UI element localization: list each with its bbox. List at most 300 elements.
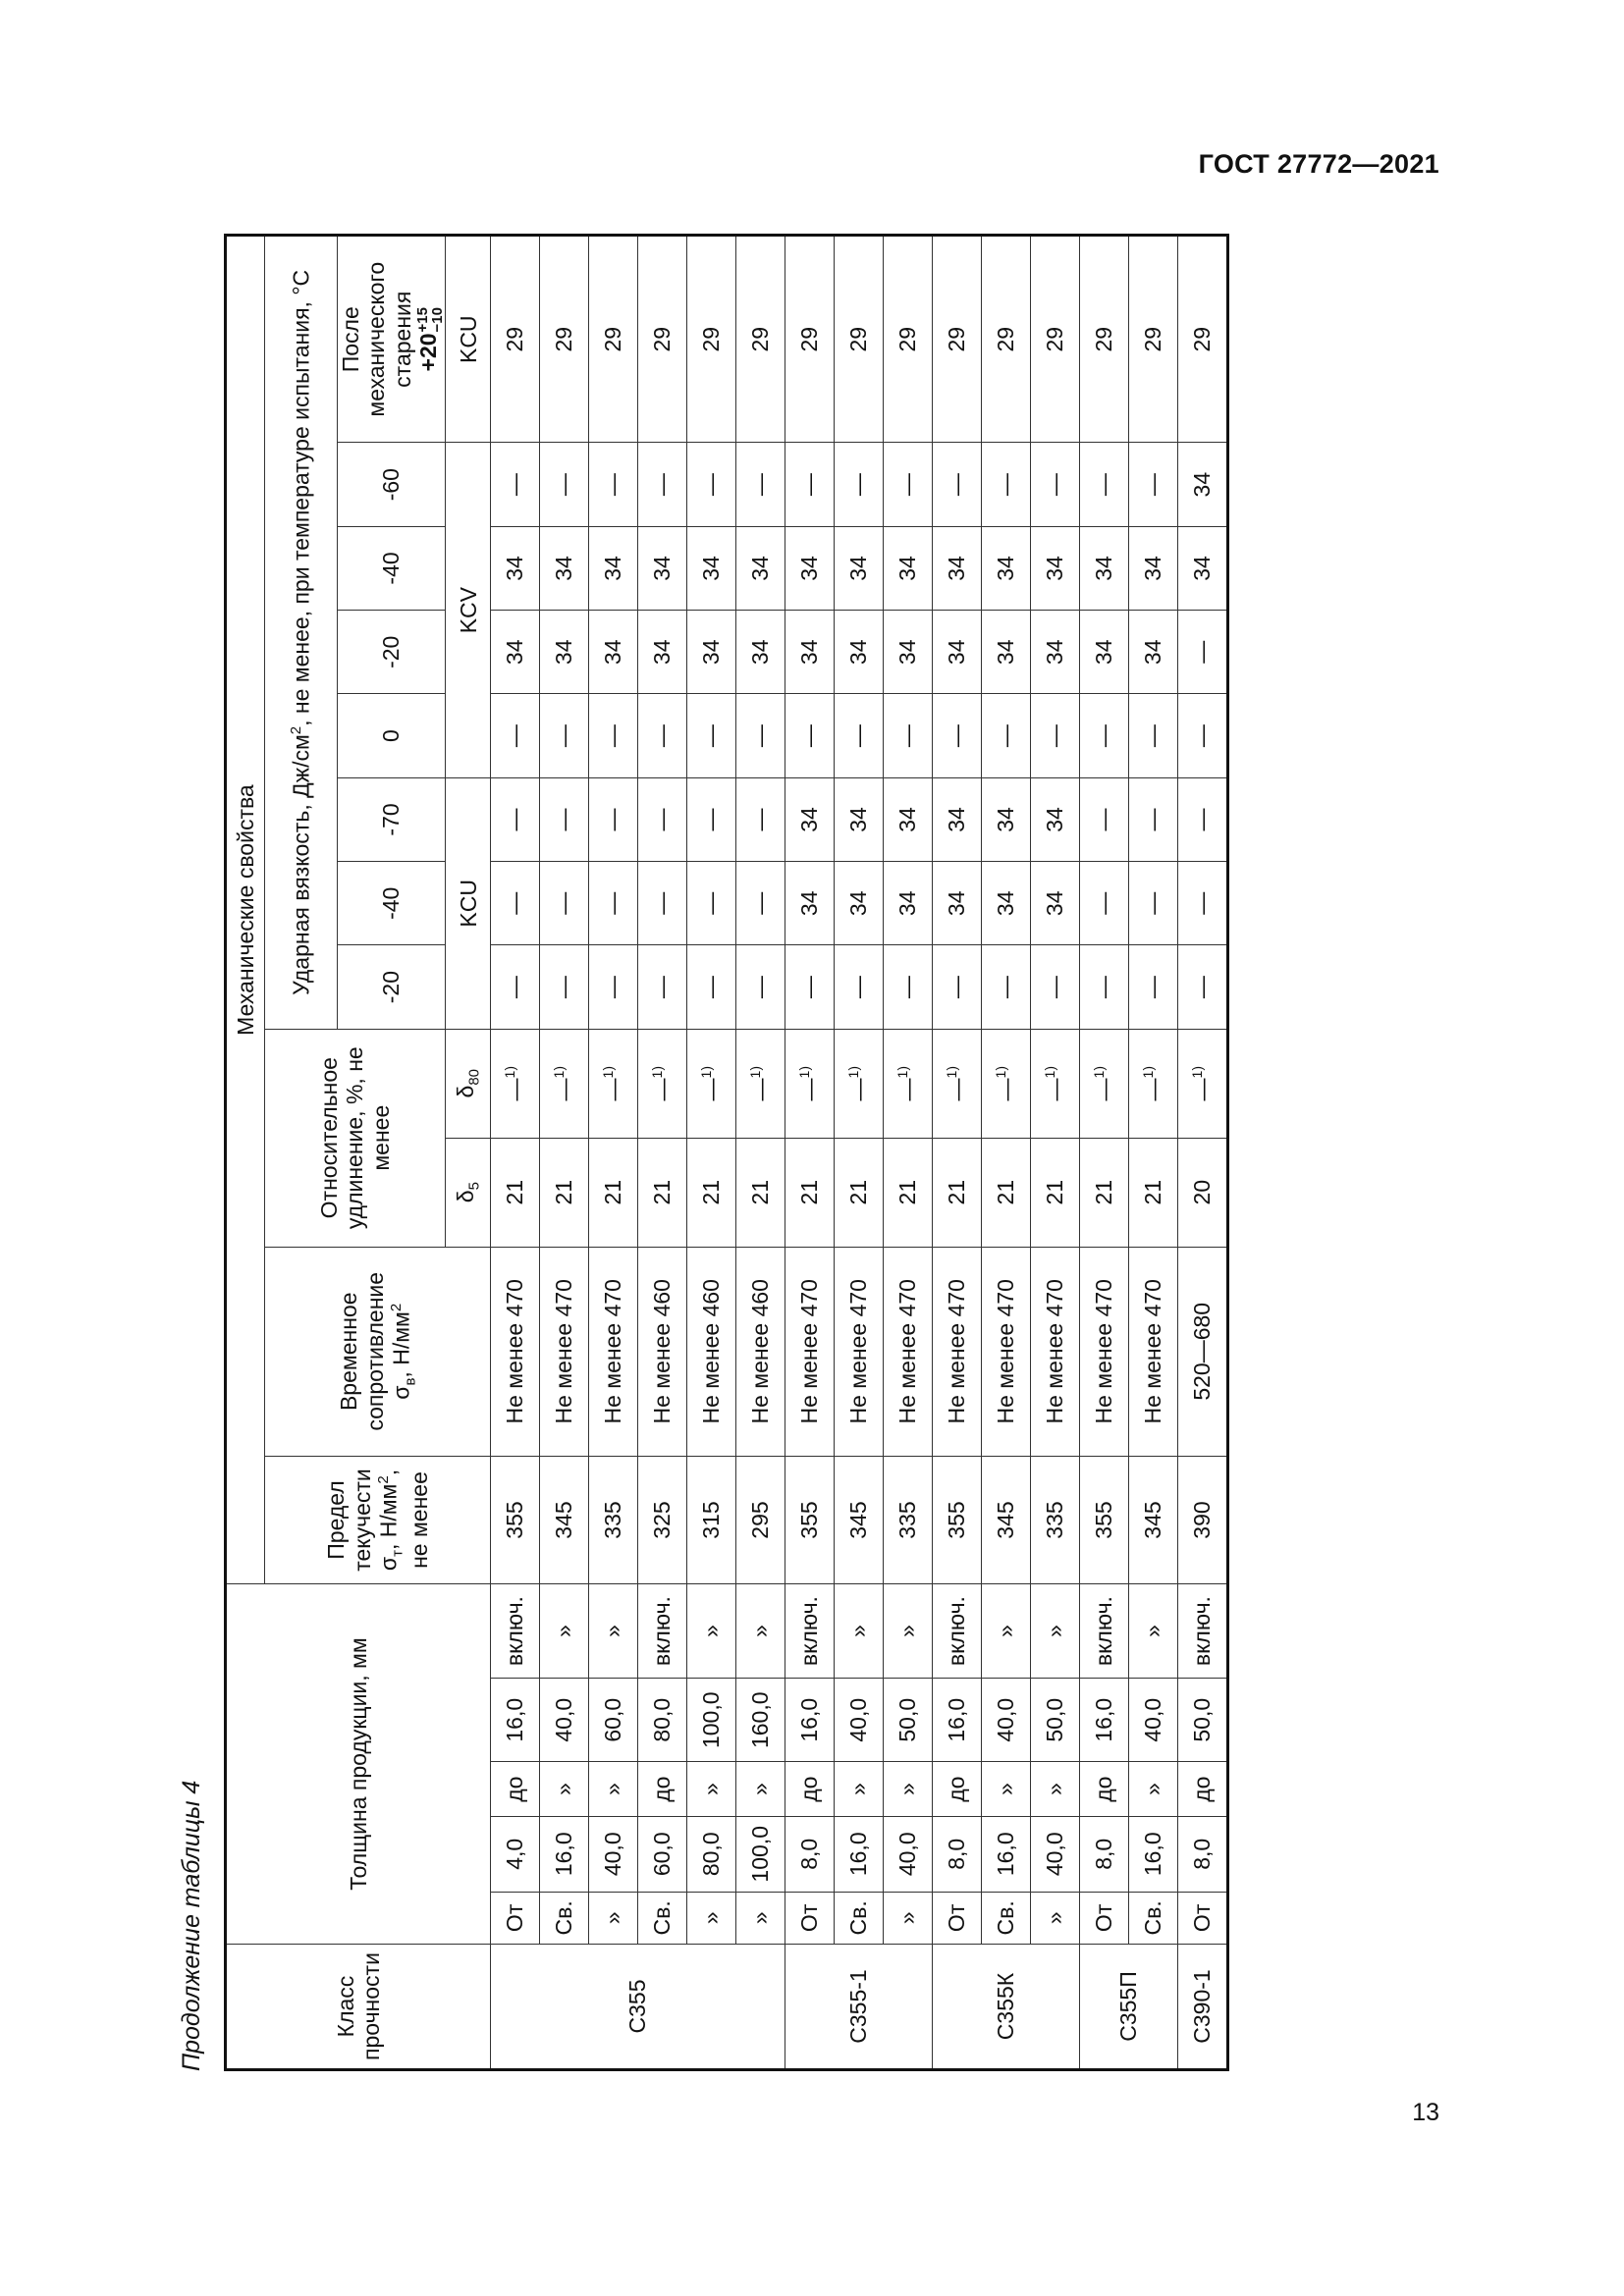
aging-title: После механического старения <box>338 261 415 417</box>
thickness-suffix: включ. <box>638 1584 687 1679</box>
kcu-value-cell: — <box>1178 862 1228 945</box>
d80-dash: — <box>993 1078 1019 1101</box>
thickness-suffix: » <box>540 1584 589 1679</box>
yield-strength-cell: 335 <box>884 1456 933 1583</box>
yield-strength-cell: 355 <box>1080 1456 1129 1583</box>
tensile-strength-cell: Не менее 470 <box>884 1247 933 1456</box>
thickness-to: 16,0 <box>1080 1679 1129 1762</box>
yield-strength-cell: 345 <box>540 1456 589 1583</box>
thickness-suffix: » <box>736 1584 785 1679</box>
d80-footnote: 1) <box>550 1066 567 1079</box>
elongation-d80-cell <box>736 1029 785 1138</box>
table-row <box>491 236 540 2070</box>
thickness-prefix: » <box>1031 1892 1080 1944</box>
kcv-value-cell: — <box>785 443 835 526</box>
d80-footnote: 1) <box>697 1066 714 1079</box>
tensile-strength-cell: Не менее 470 <box>982 1247 1031 1456</box>
tensile-strength-cell: Не менее 470 <box>933 1247 982 1456</box>
thickness-from: 40,0 <box>1031 1816 1080 1892</box>
thickness-from: 80,0 <box>687 1816 736 1892</box>
kcv-value-cell: 34 <box>589 611 638 694</box>
kcv-value-cell: — <box>1080 443 1129 526</box>
kcv-value-cell: 34 <box>589 526 638 610</box>
header-kcu-aging: KCU <box>446 236 491 443</box>
kcv-value-cell: — <box>785 694 835 777</box>
yield-strength-cell: 315 <box>687 1456 736 1583</box>
thickness-to: 100,0 <box>687 1679 736 1762</box>
thickness-from: 8,0 <box>1080 1816 1129 1892</box>
elongation-d5-cell: 21 <box>884 1138 933 1247</box>
kcv-value-cell: — <box>1080 694 1129 777</box>
yield-sigma-sub: т <box>389 1550 406 1557</box>
kcu-value-cell: — <box>540 862 589 945</box>
header-delta80 <box>446 1029 491 1138</box>
d80-footnote: 1) <box>992 1066 1008 1079</box>
delta5-sub: 5 <box>465 1182 483 1191</box>
tensile-strength-cell: Не менее 470 <box>1129 1247 1178 1456</box>
tensile-sigma-sub: в <box>402 1377 419 1386</box>
thickness-from: 100,0 <box>736 1816 785 1892</box>
kcv-value-cell: 34 <box>540 526 589 610</box>
elongation-d5-cell: 21 <box>1031 1138 1080 1247</box>
delta80-sym: δ <box>453 1085 479 1098</box>
d80-dash: — <box>600 1078 626 1101</box>
thickness-prefix: От <box>491 1892 540 1944</box>
thickness-suffix: включ. <box>491 1584 540 1679</box>
header-tensile-strength <box>265 1247 491 1456</box>
thickness-from: 8,0 <box>785 1816 835 1892</box>
kcv-value-cell: — <box>491 694 540 777</box>
thickness-suffix: » <box>687 1584 736 1679</box>
tensile-strength-cell: Не менее 460 <box>638 1247 687 1456</box>
impact-title-sup: 2 <box>287 725 304 735</box>
impact-title-b: , не менее, при температуре испытания, °С <box>288 269 314 726</box>
kcu-value-cell: — <box>540 777 589 861</box>
yield-strength-cell: 390 <box>1178 1456 1228 1583</box>
kcu-value-cell: — <box>736 777 785 861</box>
elongation-d5-cell: 21 <box>540 1138 589 1247</box>
thickness-from: 40,0 <box>884 1816 933 1892</box>
kcv-value-cell: 34 <box>785 611 835 694</box>
kcv-value-cell: — <box>540 443 589 526</box>
thickness-to: 60,0 <box>589 1679 638 1762</box>
strength-class-cell: С355К <box>933 1945 1080 2070</box>
tensile-strength-cell: Не менее 470 <box>540 1247 589 1456</box>
header-delta5 <box>446 1138 491 1247</box>
kcu-value-cell: — <box>835 945 884 1029</box>
thickness-connector: » <box>1031 1762 1080 1816</box>
thickness-from: 16,0 <box>540 1816 589 1892</box>
table-row <box>1031 236 1080 2070</box>
kcu-value-cell: — <box>589 777 638 861</box>
thickness-from: 16,0 <box>982 1816 1031 1892</box>
impact-title-a: Ударная вязкость, Дж/см <box>288 734 314 995</box>
temp-kcv-1: 0 <box>338 694 446 777</box>
aging-kcu-cell: 29 <box>933 236 982 443</box>
d80-dash: — <box>845 1078 872 1101</box>
d80-dash: — <box>649 1078 676 1101</box>
d80-dash: — <box>1042 1078 1068 1101</box>
kcu-value-cell: — <box>589 862 638 945</box>
aging-kcu-cell: 29 <box>884 236 933 443</box>
kcv-value-cell: — <box>1031 694 1080 777</box>
kcv-value-cell: — <box>638 694 687 777</box>
tensile-strength-cell: 520—680 <box>1178 1247 1228 1456</box>
header-kcv: KCV <box>446 443 491 777</box>
kcu-value-cell: — <box>638 862 687 945</box>
kcu-value-cell: — <box>1080 862 1129 945</box>
strength-class-cell: С390-1 <box>1178 1945 1228 2070</box>
thickness-prefix: » <box>589 1892 638 1944</box>
elongation-d5-cell: 21 <box>785 1138 835 1247</box>
kcu-value-cell: 34 <box>884 777 933 861</box>
yield-strength-cell: 335 <box>589 1456 638 1583</box>
kcv-value-cell: 34 <box>540 611 589 694</box>
thickness-from: 4,0 <box>491 1816 540 1892</box>
kcv-value-cell: 34 <box>1178 526 1228 610</box>
table-row <box>1178 236 1228 2070</box>
aging-kcu-cell: 29 <box>835 236 884 443</box>
kcu-value-cell: — <box>687 862 736 945</box>
kcu-value-cell: — <box>589 945 638 1029</box>
kcu-value-cell: — <box>491 945 540 1029</box>
kcv-value-cell: — <box>687 694 736 777</box>
thickness-prefix: » <box>884 1892 933 1944</box>
kcv-value-cell: 34 <box>884 526 933 610</box>
tensile-strength-cell: Не менее 470 <box>835 1247 884 1456</box>
elongation-d80-cell <box>1129 1029 1178 1138</box>
kcv-value-cell: — <box>638 443 687 526</box>
elongation-d80-cell <box>982 1029 1031 1138</box>
thickness-to: 40,0 <box>1129 1679 1178 1762</box>
yield-unit: , Н/мм <box>375 1483 402 1551</box>
kcv-value-cell: 34 <box>933 526 982 610</box>
yield-strength-cell: 335 <box>1031 1456 1080 1583</box>
thickness-to: 80,0 <box>638 1679 687 1762</box>
kcu-value-cell: 34 <box>982 862 1031 945</box>
kcv-value-cell: 34 <box>982 611 1031 694</box>
kcv-value-cell: — <box>491 443 540 526</box>
d80-dash: — <box>796 1078 823 1101</box>
elongation-d80-cell <box>540 1029 589 1138</box>
thickness-suffix: включ. <box>933 1584 982 1679</box>
tensile-strength-cell: Не менее 470 <box>491 1247 540 1456</box>
elongation-d5-cell: 21 <box>835 1138 884 1247</box>
kcv-value-cell: — <box>687 443 736 526</box>
kcv-value-cell: — <box>835 694 884 777</box>
kcv-value-cell: 34 <box>736 526 785 610</box>
kcv-value-cell: 34 <box>1129 526 1178 610</box>
kcv-value-cell: — <box>1129 694 1178 777</box>
kcv-value-cell: 34 <box>884 611 933 694</box>
elongation-d5-cell: 21 <box>1129 1138 1178 1247</box>
aging-kcu-cell: 29 <box>491 236 540 443</box>
elongation-d80-cell <box>835 1029 884 1138</box>
thickness-to: 50,0 <box>1031 1679 1080 1762</box>
kcv-value-cell: — <box>982 443 1031 526</box>
table-row <box>835 236 884 2070</box>
table-row <box>736 236 785 2070</box>
thickness-suffix: включ. <box>1080 1584 1129 1679</box>
elongation-d80-cell <box>1178 1029 1228 1138</box>
kcu-value-cell: 34 <box>933 777 982 861</box>
elongation-d80-cell <box>785 1029 835 1138</box>
thickness-connector: до <box>491 1762 540 1816</box>
kcv-value-cell: 34 <box>933 611 982 694</box>
elongation-d80-cell <box>687 1029 736 1138</box>
thickness-from: 40,0 <box>589 1816 638 1892</box>
kcv-value-cell: — <box>884 443 933 526</box>
tensile-strength-cell: Не менее 470 <box>589 1247 638 1456</box>
kcu-value-cell: 34 <box>785 862 835 945</box>
kcu-value-cell: — <box>1080 777 1129 861</box>
elongation-d5-cell: 21 <box>736 1138 785 1247</box>
d80-dash: — <box>502 1078 528 1101</box>
elongation-d80-cell <box>589 1029 638 1138</box>
kcu-value-cell: — <box>491 862 540 945</box>
kcv-value-cell: 34 <box>785 526 835 610</box>
aging-tol-upper: +15 <box>414 307 432 333</box>
table-row <box>982 236 1031 2070</box>
thickness-suffix: включ. <box>785 1584 835 1679</box>
elongation-d80-cell <box>491 1029 540 1138</box>
d80-dash: — <box>1140 1078 1166 1101</box>
kcv-value-cell: — <box>736 694 785 777</box>
d80-footnote: 1) <box>599 1066 616 1079</box>
kcu-value-cell: — <box>1178 777 1228 861</box>
d80-footnote: 1) <box>648 1066 665 1079</box>
kcu-value-cell: 34 <box>835 862 884 945</box>
kcu-value-cell: 34 <box>835 777 884 861</box>
yield-strength-cell: 355 <box>785 1456 835 1583</box>
header-yield-strength <box>265 1456 491 1583</box>
kcu-value-cell: — <box>638 945 687 1029</box>
strength-class-cell: С355П <box>1080 1945 1178 2070</box>
thickness-prefix: Св. <box>1129 1892 1178 1944</box>
kcv-value-cell: 34 <box>638 526 687 610</box>
rotated-table-area <box>167 234 1216 2071</box>
thickness-to: 40,0 <box>835 1679 884 1762</box>
kcv-value-cell: 34 <box>1178 443 1228 526</box>
thickness-connector: » <box>835 1762 884 1816</box>
temp-kcu-3: -70 <box>338 777 446 861</box>
temp-kcv-3: -40 <box>338 526 446 610</box>
kcv-value-cell: 34 <box>491 526 540 610</box>
d80-dash: — <box>894 1078 921 1101</box>
table-row <box>687 236 736 2070</box>
header-elongation: Относительное удлинение, %, не менее <box>265 1029 446 1247</box>
table-row <box>785 236 835 2070</box>
kcv-value-cell: 34 <box>687 526 736 610</box>
yield-title: Предел текучести <box>323 1468 375 1572</box>
elongation-d5-cell: 21 <box>1080 1138 1129 1247</box>
yield-unit-sup: 2 <box>375 1475 393 1484</box>
thickness-to: 40,0 <box>540 1679 589 1762</box>
tensile-strength-cell: Не менее 470 <box>1031 1247 1080 1456</box>
thickness-prefix: От <box>933 1892 982 1944</box>
aging-kcu-cell: 29 <box>687 236 736 443</box>
thickness-suffix: » <box>884 1584 933 1679</box>
thickness-prefix: Св. <box>638 1892 687 1944</box>
kcv-value-cell: — <box>589 694 638 777</box>
d80-footnote: 1) <box>1139 1066 1156 1079</box>
thickness-connector: » <box>687 1762 736 1816</box>
thickness-prefix: Св. <box>835 1892 884 1944</box>
kcv-value-cell: — <box>933 694 982 777</box>
thickness-connector: » <box>982 1762 1031 1816</box>
kcu-value-cell: — <box>1031 945 1080 1029</box>
thickness-connector: » <box>736 1762 785 1816</box>
yield-strength-cell: 325 <box>638 1456 687 1583</box>
aging-kcu-cell: 29 <box>540 236 589 443</box>
elongation-d80-cell <box>1080 1029 1129 1138</box>
kcv-value-cell: 34 <box>982 526 1031 610</box>
thickness-to: 40,0 <box>982 1679 1031 1762</box>
d80-dash: — <box>1091 1078 1117 1101</box>
yield-strength-cell: 345 <box>982 1456 1031 1583</box>
kcu-value-cell: 34 <box>1031 862 1080 945</box>
header-mechanical-properties: Механические свойства <box>226 236 265 1584</box>
tensile-strength-cell: Не менее 460 <box>687 1247 736 1456</box>
kcv-value-cell: 34 <box>1129 611 1178 694</box>
thickness-from: 8,0 <box>933 1816 982 1892</box>
d80-footnote: 1) <box>1188 1066 1205 1079</box>
table-row <box>884 236 933 2070</box>
thickness-to: 50,0 <box>1178 1679 1228 1762</box>
header-kcu: KCU <box>446 777 491 1029</box>
d80-dash: — <box>1189 1078 1216 1101</box>
tensile-strength-cell: Не менее 470 <box>1080 1247 1129 1456</box>
yield-strength-cell: 295 <box>736 1456 785 1583</box>
table-row <box>1080 236 1129 2070</box>
kcv-value-cell: 34 <box>736 611 785 694</box>
d80-footnote: 1) <box>746 1066 763 1079</box>
aging-kcu-cell: 29 <box>1080 236 1129 443</box>
d80-footnote: 1) <box>1041 1066 1057 1079</box>
thickness-connector: до <box>1178 1762 1228 1816</box>
kcv-value-cell: — <box>736 443 785 526</box>
kcu-value-cell: — <box>1080 945 1129 1029</box>
thickness-prefix: От <box>1178 1892 1228 1944</box>
delta5-sym: δ <box>453 1190 479 1203</box>
thickness-suffix: » <box>1031 1584 1080 1679</box>
table-row <box>540 236 589 2070</box>
elongation-d5-cell: 21 <box>933 1138 982 1247</box>
yield-strength-cell: 345 <box>835 1456 884 1583</box>
kcv-value-cell: — <box>589 443 638 526</box>
thickness-from: 16,0 <box>1129 1816 1178 1892</box>
thickness-from: 16,0 <box>835 1816 884 1892</box>
thickness-connector: до <box>785 1762 835 1816</box>
strength-class-cell: С355 <box>491 1945 785 2070</box>
tensile-unit: , Н/мм <box>389 1311 414 1378</box>
kcv-value-cell: — <box>1178 611 1228 694</box>
kcv-value-cell: — <box>835 443 884 526</box>
thickness-prefix: Св. <box>982 1892 1031 1944</box>
kcu-value-cell: — <box>687 945 736 1029</box>
thickness-connector: до <box>933 1762 982 1816</box>
d80-dash: — <box>747 1078 774 1101</box>
kcu-value-cell: — <box>736 862 785 945</box>
d80-footnote: 1) <box>844 1066 861 1079</box>
table-row <box>589 236 638 2070</box>
kcu-value-cell: 34 <box>785 777 835 861</box>
kcv-value-cell: — <box>982 694 1031 777</box>
tensile-title: Временное сопротивление <box>336 1271 388 1431</box>
kcu-value-cell: — <box>540 945 589 1029</box>
elongation-d80-cell <box>638 1029 687 1138</box>
aging-kcu-cell: 29 <box>1129 236 1178 443</box>
tensile-unit-sup: 2 <box>388 1303 406 1312</box>
thickness-suffix: » <box>589 1584 638 1679</box>
thickness-to: 16,0 <box>491 1679 540 1762</box>
delta80-sub: 80 <box>465 1068 483 1086</box>
yield-tail: , не менее <box>375 1468 432 1569</box>
thickness-connector: до <box>638 1762 687 1816</box>
kcv-value-cell: 34 <box>687 611 736 694</box>
elongation-d5-cell: 20 <box>1178 1138 1228 1247</box>
kcu-value-cell: — <box>736 945 785 1029</box>
kcv-value-cell: — <box>1031 443 1080 526</box>
kcu-value-cell: — <box>884 945 933 1029</box>
kcv-value-cell: — <box>933 443 982 526</box>
yield-strength-cell: 355 <box>933 1456 982 1583</box>
kcv-value-cell: — <box>884 694 933 777</box>
thickness-suffix: » <box>982 1584 1031 1679</box>
elongation-d5-cell: 21 <box>638 1138 687 1247</box>
d80-footnote: 1) <box>501 1066 517 1079</box>
aging-kcu-cell: 29 <box>1031 236 1080 443</box>
kcv-value-cell: 34 <box>491 611 540 694</box>
kcu-value-cell: — <box>982 945 1031 1029</box>
d80-footnote: 1) <box>1090 1066 1107 1079</box>
page-number: 13 <box>1412 2099 1439 2126</box>
thickness-to: 16,0 <box>933 1679 982 1762</box>
yield-strength-cell: 355 <box>491 1456 540 1583</box>
kcv-value-cell: 34 <box>1080 611 1129 694</box>
temp-kcu-2: -40 <box>338 862 446 945</box>
aging-kcu-cell: 29 <box>1178 236 1228 443</box>
thickness-prefix: Св. <box>540 1892 589 1944</box>
elongation-d80-cell <box>1031 1029 1080 1138</box>
aging-temperature <box>415 307 445 371</box>
mechanical-properties-table <box>224 234 1229 2071</box>
aging-kcu-cell: 29 <box>785 236 835 443</box>
elongation-d5-cell: 21 <box>982 1138 1031 1247</box>
kcu-value-cell: — <box>1129 945 1178 1029</box>
header-thickness: Толщина продукции, мм <box>226 1584 491 1945</box>
tensile-sigma: σ <box>389 1385 414 1400</box>
thickness-connector: » <box>884 1762 933 1816</box>
kcu-value-cell: — <box>1178 945 1228 1029</box>
thickness-suffix: » <box>835 1584 884 1679</box>
kcu-value-cell: — <box>687 777 736 861</box>
yield-sigma: σ <box>375 1556 402 1572</box>
temp-kcu-1: -20 <box>338 945 446 1029</box>
kcu-value-cell: — <box>933 945 982 1029</box>
aging-base: +20 <box>415 333 442 372</box>
elongation-d5-cell: 21 <box>589 1138 638 1247</box>
tensile-strength-cell: Не менее 460 <box>736 1247 785 1456</box>
kcu-value-cell: 34 <box>884 862 933 945</box>
d80-dash: — <box>944 1078 970 1101</box>
thickness-from: 8,0 <box>1178 1816 1228 1892</box>
thickness-prefix: От <box>785 1892 835 1944</box>
kcv-value-cell: 34 <box>1080 526 1129 610</box>
aging-kcu-cell: 29 <box>589 236 638 443</box>
thickness-suffix: включ. <box>1178 1584 1228 1679</box>
kcu-value-cell: — <box>638 777 687 861</box>
